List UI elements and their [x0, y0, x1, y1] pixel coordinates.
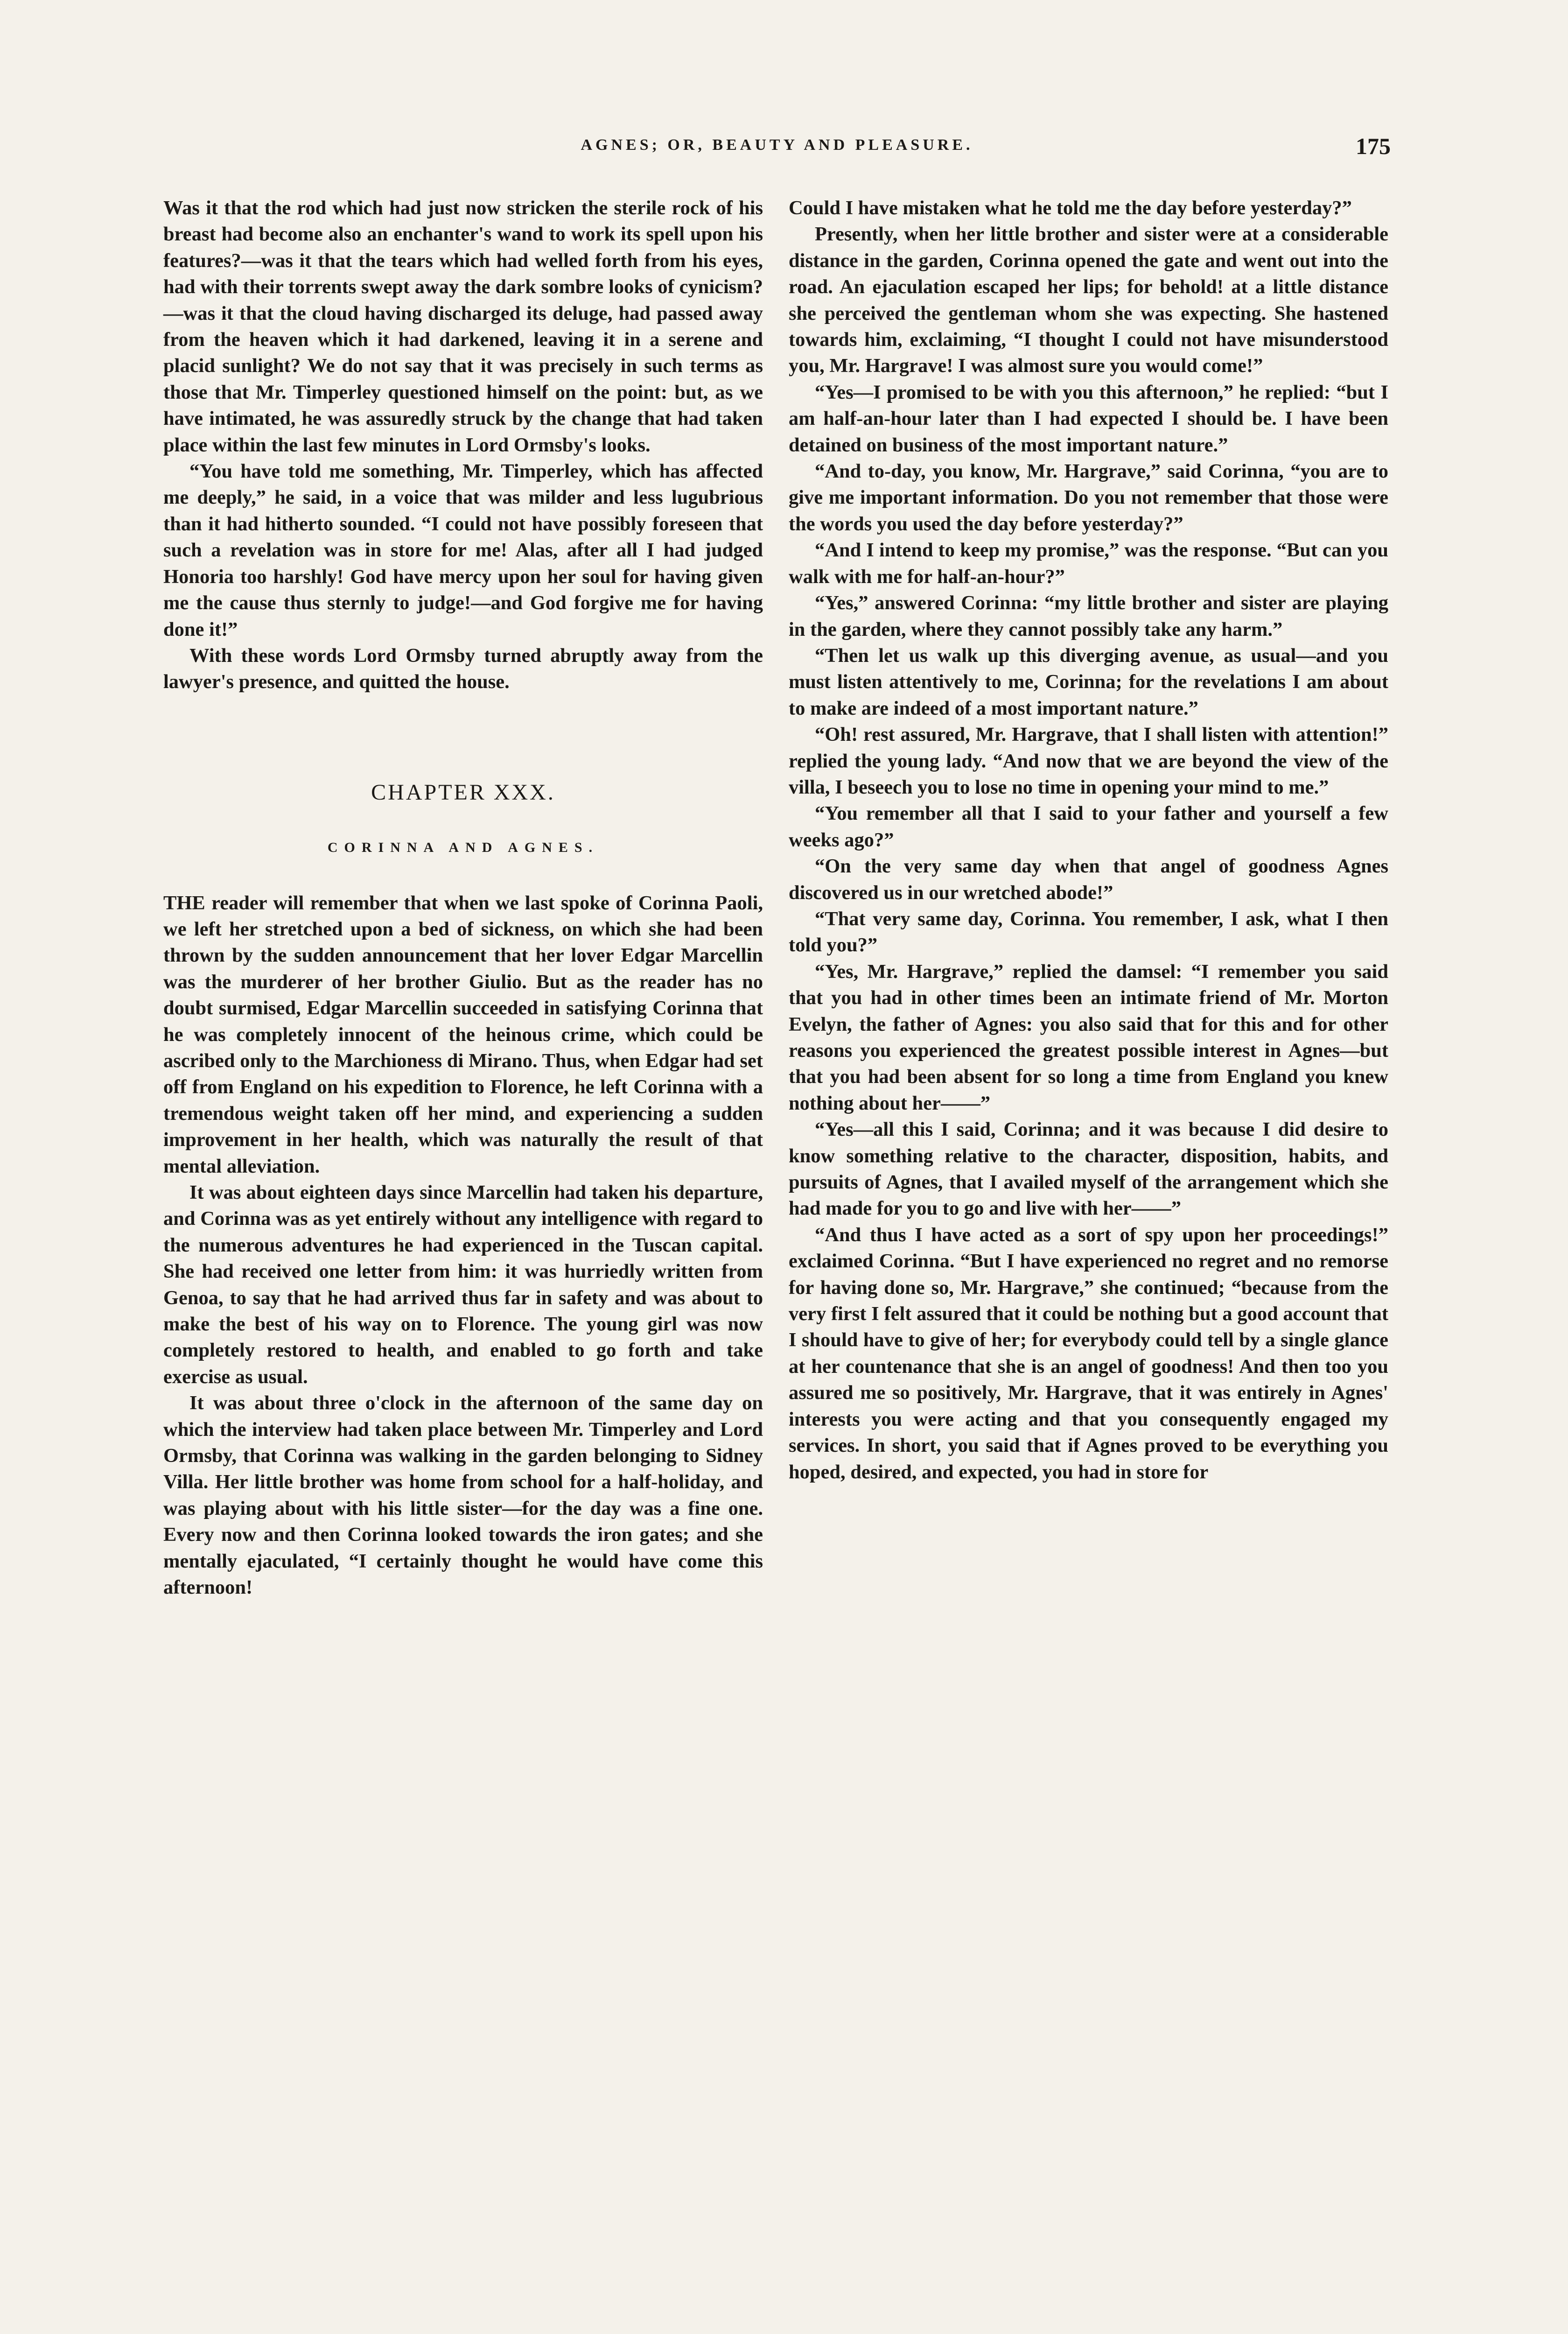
paragraph: It was about eighteen days since Marcellin had taken his departure, and Corinna was as yet entirely without any intelligence with regard to the numerous adventures he had experienced in the Tuscan capital. She had received one letter from him: it was hurriedly written from Genoa, to say that he had arrived thus far in safety and was about to make the best of his way on to Florence. The young girl was now completely restored to health, and enabled to go forth and take exercise as usual.	[163, 1181, 763, 1388]
paragraph: “And thus I have acted as a sort of spy upon her proceedings!” exclaimed Corinna. “But I have experienced no regret and no remorse for having done so, Mr. Hargrave,” she continued; “because from the very first I felt assured that it could be nothing but a good account that I should have to give of her; for everybody could tell by a single glance at her countenance that she is an angel of goodness! And then too you assured me so positively, Mr. Hargrave, that it was entirely in Agnes' interests you were acting and that you consequently engaged my services. In short, you said that if Agnes proved to be everything you hoped, desired, and expected, you had in store for	[789, 1223, 1388, 1483]
paragraph: THE reader will remember that when we last spoke of Corinna Paoli, we left her stretched upon a bed of sickness, on which she had been thrown by the sudden announcement that her lover Edgar Marcellin was the murderer of her brother Giulio. But as the reader has no doubt surmised, Edgar Marcellin succeeded in satisfying Corinna that he was completely innocent of the heinous crime, which could be ascribed only to the Marchioness di Mirano. Thus, when Edgar had set off from England on his expedition to Florence, he left Corinna with a tremendous weight taken off her mind, and experiencing a sudden improvement in her health, which was naturally the result of that mental alleviation.	[163, 892, 763, 1177]
running-head	[163, 133, 1391, 164]
right-column	[789, 195, 1388, 1485]
running-title: AGNES; OR, BEAUTY AND PLEASURE.	[581, 136, 973, 154]
paragraph: Was it that the rod which had just now stricken the sterile rock of his breast had become also an enchanter's wand to work its spell upon his features?—was it that the tears which had welled forth from his eyes, had with their torrents swept away the dark sombre looks of cynicism?—was it that the cloud having discharged its deluge, had passed away from the heaven which it had darkened, leaving it in a serene and placid sunlight? We do not say that it was precisely in such terms as those that Mr. Timperley questioned himself on the point: but, as we have intimated, he was assuredly struck by the change that had taken place within the last few minutes in Lord Ormsby's looks.	[163, 197, 763, 456]
paragraph: “On the very same day when that angel of goodness Agnes discovered us in our wretched abode!”	[789, 855, 1388, 904]
paragraph: “Yes, Mr. Hargrave,” replied the damsel: “I remember you said that you had in other times been an intimate friend of Mr. Morton Evelyn, the father of Agnes: you also said that for this and for other reasons you experienced the greatest possible interest in Agnes—but that you had been absent for so long a time from England you knew nothing about her——”	[789, 960, 1388, 1114]
chapter-subtitle: CORINNA AND AGNES.	[327, 840, 599, 856]
paragraph: It was about three o'clock in the afternoon of the same day on which the interview had taken place between Mr. Timperley and Lord Ormsby, that Corinna was walking in the garden belonging to Sidney Villa. Her little brother was home from school for a half-holiday, and was playing about with his little sister—for the day was a fine one. Every now and then Corinna looked towards the iron gates; and she mentally ejaculated, “I certainly thought he would have come this afternoon!	[163, 1392, 763, 1599]
paragraph: “You have told me something, Mr. Timperley, which has affected me deeply,” he said, in a voice that was milder and less lugubrious than it had hitherto sounded. “I could not have possibly foreseen that such a revelation was in store for me! Alas, after all I had judged Honoria too harshly! God have mercy upon her soul for having given me the cause thus sternly to judge!—and God forgive me for having done it!”	[163, 460, 763, 640]
chapter-heading: CHAPTER XXX.	[371, 780, 555, 805]
paragraph: “Then let us walk up this diverging avenue, as usual—and you must listen attentively to me, Corinna; for the revelations I am about to make are indeed of a most important nature.”	[789, 644, 1388, 719]
left-column	[163, 195, 763, 1601]
paragraph: “And I intend to keep my promise,” was the response. “But can you walk with me for half-an-hour?”	[789, 539, 1388, 588]
page-number: 175	[1356, 133, 1391, 159]
paragraph: “That very same day, Corinna. You remember, I ask, what I then told you?”	[789, 907, 1388, 956]
paragraph: With these words Lord Ormsby turned abruptly away from the lawyer's presence, and quitted the house.	[163, 644, 763, 693]
paragraph: “Yes—I promised to be with you this afternoon,” he replied: “but I am half-an-hour later than I had expected I should be. I have been detained on business of the most important nature.”	[789, 381, 1388, 456]
paragraph: “And to-day, you know, Mr. Hargrave,” said Corinna, “you are to give me important information. Do you not remember that those were the words you used the day before yesterday?”	[789, 460, 1388, 535]
paragraph: Presently, when her little brother and sister were at a considerable distance in the garden, Corinna opened the gate and went out into the road. An ejaculation escaped her lips; for behold! at a little distance she perceived the gentleman whom she was expecting. She hastened towards him, exclaiming, “I thought I could not have misunderstood you, Mr. Hargrave! I was almost sure you would come!”	[789, 223, 1388, 377]
paragraph: Could I have mistaken what he told me the day before yesterday?”	[789, 197, 1352, 219]
paragraph: “You remember all that I said to your father and yourself a few weeks ago?”	[789, 802, 1388, 851]
paragraph: “Yes—all this I said, Corinna; and it was because I did desire to know something relative to the character, disposition, habits, and pursuits of Agnes, that I availed myself of the arrangement which she had made for you to go and live with her——”	[789, 1118, 1388, 1220]
paragraph: “Oh! rest assured, Mr. Hargrave, that I shall listen with attention!” replied the young lady. “And now that we are beyond the view of the villa, I beseech you to lose no time in opening your mind to me.”	[789, 724, 1388, 798]
paragraph: “Yes,” answered Corinna: “my little brother and sister are playing in the garden, where they cannot possibly take any harm.”	[789, 592, 1388, 640]
